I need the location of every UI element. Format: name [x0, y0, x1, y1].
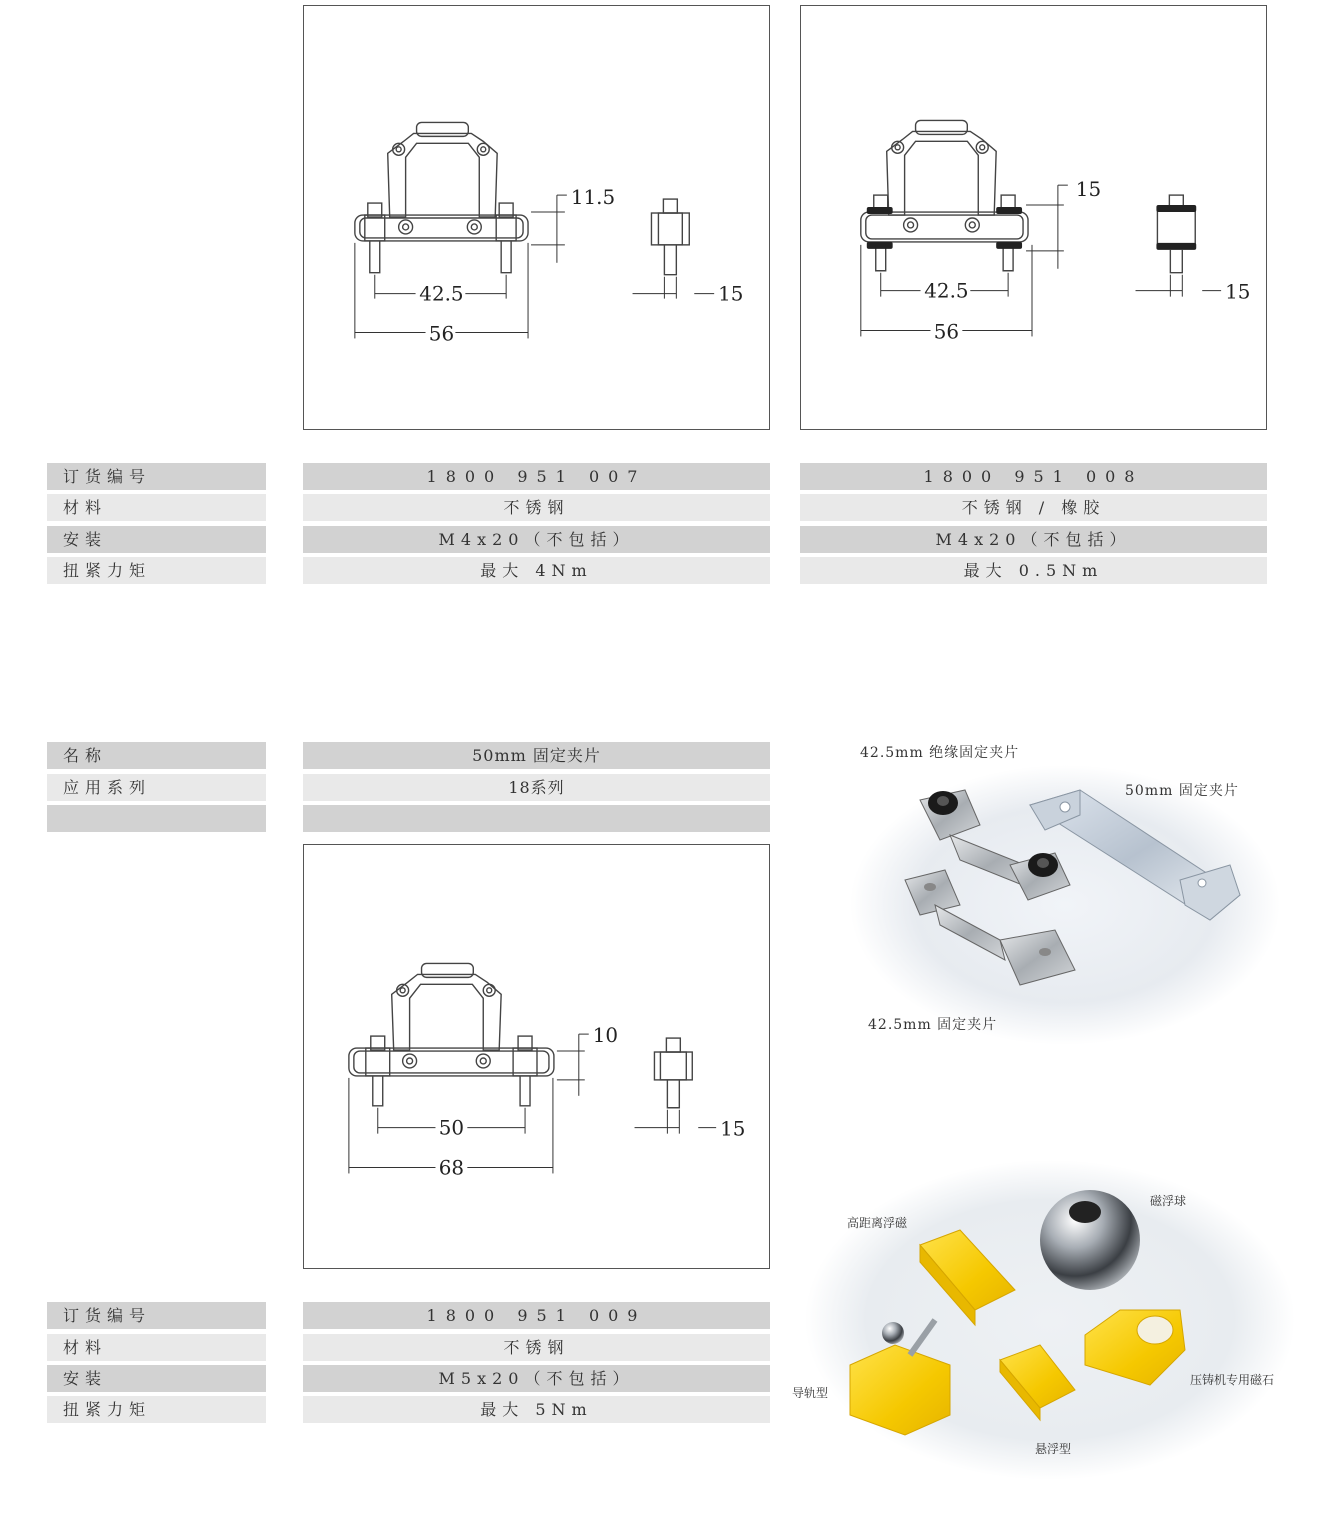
- caption-die-casting-magnet: 压铸机专用磁石: [1190, 1373, 1275, 1387]
- value-empty: [303, 805, 770, 832]
- value-installation-007: M4x20（不包括）: [303, 526, 770, 553]
- label-name: 名称: [47, 742, 266, 769]
- value-material-008: 不锈钢 / 橡胶: [800, 494, 1267, 521]
- dim-total-length: 68: [438, 1156, 465, 1180]
- label-material: 材料: [47, 494, 266, 521]
- caption-42-5mm-clip: 42.5mm 固定夹片: [868, 1017, 998, 1033]
- label-order-number: 订货编号: [47, 1302, 266, 1329]
- technical-drawing-007: [304, 6, 769, 429]
- caption-insulated-clip: 42.5mm 绝缘固定夹片: [860, 745, 1020, 761]
- value-order-number-009: 1800 951 009: [303, 1302, 770, 1329]
- drawing-frame-009: [303, 844, 770, 1269]
- label-torque: 扭紧力矩: [47, 557, 266, 584]
- caption-magnet-ball: 磁浮球: [1150, 1194, 1187, 1208]
- magnet-ball: [1040, 1190, 1140, 1290]
- label-material: 材料: [47, 1334, 266, 1361]
- magnets-illustration: [800, 1150, 1300, 1480]
- value-torque-008: 最大 0.5Nm: [800, 557, 1267, 584]
- dim-hole-spacing: 42.5: [924, 279, 969, 303]
- caption-long-distance-magnet: 高距离浮磁: [847, 1216, 908, 1230]
- dim-hole-spacing: 42.5: [419, 282, 464, 306]
- value-order-number-007: 1800 951 007: [303, 463, 770, 490]
- dim-hole-spacing: 50: [438, 1116, 465, 1140]
- technical-drawing-008: [801, 6, 1266, 429]
- drawing-frame-007: [303, 5, 770, 430]
- dim-total-length: 56: [428, 322, 455, 346]
- value-torque-007: 最大 4Nm: [303, 557, 770, 584]
- caption-rail-magnet: 导轨型: [792, 1386, 829, 1400]
- caption-50mm-clip: 50mm 固定夹片: [1125, 783, 1239, 799]
- dim-total-length: 56: [933, 320, 960, 344]
- value-installation-009: M5x20（不包括）: [303, 1365, 770, 1392]
- dim-width: 15: [1225, 280, 1251, 304]
- label-torque: 扭紧力矩: [47, 1396, 266, 1423]
- value-name: 50mm 固定夹片: [303, 742, 770, 769]
- dim-width: 15: [718, 282, 744, 306]
- label-installation: 安装: [47, 526, 266, 553]
- drawing-frame-008: [800, 5, 1267, 430]
- value-torque-009: 最大 5Nm: [303, 1396, 770, 1423]
- label-order-number: 订货编号: [47, 463, 266, 490]
- dim-height: 15: [1075, 178, 1102, 202]
- value-installation-008: M4x20（不包括）: [800, 526, 1267, 553]
- value-series: 18系列: [303, 774, 770, 801]
- dim-height: 11.5: [570, 186, 616, 210]
- caption-suspension-magnet: 悬浮型: [1035, 1442, 1072, 1456]
- label-installation: 安装: [47, 1365, 266, 1392]
- value-material-007: 不锈钢: [303, 494, 770, 521]
- value-order-number-008: 1800 951 008: [800, 463, 1267, 490]
- value-material-009: 不锈钢: [303, 1334, 770, 1361]
- label-empty: [47, 805, 266, 832]
- technical-drawing-009: [304, 845, 769, 1268]
- magnets-photo: [800, 1150, 1300, 1480]
- label-series: 应用系列: [47, 774, 266, 801]
- dim-height: 10: [592, 1024, 619, 1048]
- dim-width: 15: [720, 1117, 746, 1141]
